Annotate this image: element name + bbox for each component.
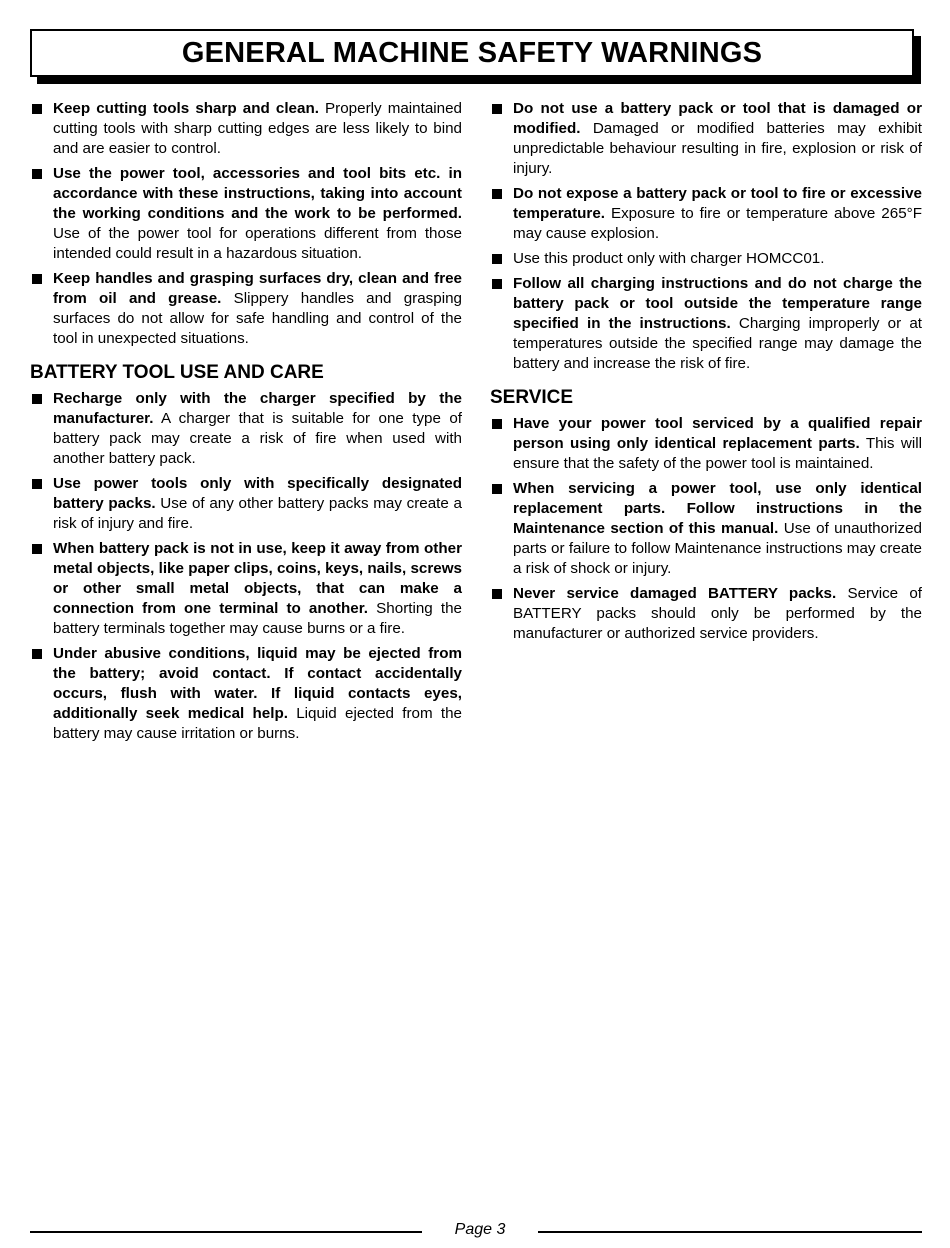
list-item [30,474,462,534]
warning-bold-text: Do not use a battery pack or tool that is damaged or modified. [513,100,922,137]
warning-bold-text: Keep handles and grasping surfaces dry, clean and free from oil and grease. [53,270,462,307]
list-item [490,584,922,644]
warning-body-text: Use of unauthorized parts or failure to follow Maintenance instructions may create a risk of shock or injury. [513,520,922,577]
right-column [490,99,922,649]
square-bullet-icon [32,169,42,179]
warning-bold-text: Do not expose a battery pack or tool to fire or excessive temperature. [513,185,922,222]
warning-body-text: This will ensure that the safety of the power tool is maintained. [513,435,922,472]
square-bullet-icon [492,279,502,289]
warning-bold-text: Have your power tool serviced by a qualified repair person using only identical replacement parts. [513,415,922,452]
warning-bold-text: Never service damaged BATTERY packs. [513,585,837,602]
warning-body-text: Liquid ejected from the battery may cause irritation or burns. [53,705,462,742]
square-bullet-icon [32,274,42,284]
list-item [490,414,922,474]
warning-body-text: Service of BATTERY packs should only be performed by the manufacturer or authorized service providers. [513,585,923,642]
list-item [30,99,462,159]
warning-bold-text: Under abusive conditions, liquid may be ejected from the battery; avoid contact. If contact accidentally occurs, flush with water. If liquid contacts eyes, additionally seek medical help. [53,645,462,722]
section-heading-service: SERVICE [490,387,574,408]
square-bullet-icon [32,394,42,404]
list-item [490,274,922,374]
list-item [490,249,922,269]
square-bullet-icon [32,544,42,554]
list-item [30,644,462,744]
battery-warnings-list [490,99,922,374]
footer-rule-left [30,1231,422,1233]
warning-body-text: Slippery handles and grasping surfaces do not allow for safe handling and control of the tool in unexpected situations. [53,290,462,347]
warning-bold-text: Keep cutting tools sharp and clean. [53,100,319,117]
left-column [30,99,462,749]
warning-body-text: Damaged or modified batteries may exhibit unpredictable behaviour resulting in fire, explosion or risk of injury. [513,120,922,177]
warning-body-text: Use this product only with charger HOMCC01. [513,250,825,267]
battery-care-list [30,389,462,744]
warning-bold-text: When battery pack is not in use, keep it away from other metal objects, like paper clips, coins, keys, nails, screws or other small metal objects, that can make a connection from one terminal to another. [53,540,462,617]
warning-body-text: Use of the power tool for operations different from those intended could result in a hazardous situation. [53,225,462,262]
list-item [30,269,462,349]
title-banner [30,29,914,77]
square-bullet-icon [492,484,502,494]
service-list [490,414,922,644]
list-item [490,479,922,579]
list-item [30,164,462,264]
footer-rule-right [538,1231,922,1233]
warning-body-text: Shorting the battery terminals together may cause burns or a fire. [53,600,463,637]
section-heading-battery: BATTERY TOOL USE AND CARE [30,362,324,383]
warning-body-text: Charging improperly or at temperatures outside the specified range may damage the battery and increase the risk of fire. [513,315,922,372]
page-number: Page 3 [454,1221,506,1238]
list-item [30,539,462,639]
warning-body-text: Properly maintained cutting tools with sharp cutting edges are less likely to bind and are easier to control. [53,100,463,157]
warning-body-text: A charger that is suitable for one type of battery pack may create a risk of fire when used with another battery pack. [53,410,462,467]
warning-body-text: Use of any other battery packs may create a risk of injury and fire. [53,495,462,532]
square-bullet-icon [32,104,42,114]
page-title: GENERAL MACHINE SAFETY WARNINGS [181,36,763,69]
square-bullet-icon [32,649,42,659]
list-item [30,389,462,469]
page-footer [30,1219,922,1243]
square-bullet-icon [492,104,502,114]
square-bullet-icon [32,479,42,489]
square-bullet-icon [492,254,502,264]
list-item [490,184,922,244]
warning-bold-text: Use the power tool, accessories and tool bits etc. in accordance with these instructions, taking into account the working conditions and the work to be performed. [53,165,462,222]
general-warnings-list [30,99,462,349]
square-bullet-icon [492,589,502,599]
warning-bold-text: Follow all charging instructions and do not charge the battery pack or tool outside the temperature range specified in the instructions. [513,275,922,332]
warning-bold-text: Use power tools only with specifically designated battery packs. [53,475,462,512]
square-bullet-icon [492,189,502,199]
list-item [490,99,922,179]
square-bullet-icon [492,419,502,429]
warning-bold-text: When servicing a power tool, use only identical replacement parts. Follow instructions in the Maintenance section of this manual. [513,480,922,537]
warning-bold-text: Recharge only with the charger specified by the manufacturer. [53,390,462,427]
warning-body-text: Exposure to fire or temperature above 265°F may cause explosion. [513,205,922,242]
